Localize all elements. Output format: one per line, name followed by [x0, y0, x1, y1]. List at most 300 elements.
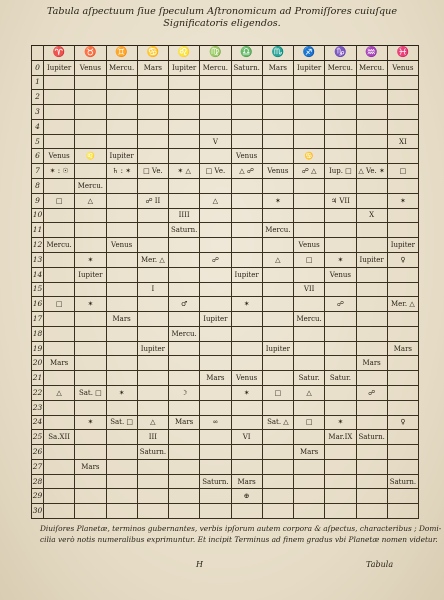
degree-number: 13: [32, 252, 44, 267]
table-cell: [44, 90, 75, 105]
table-cell: [200, 445, 231, 460]
table-cell: [231, 208, 262, 223]
table-cell: △: [294, 385, 325, 400]
table-cell: [325, 400, 356, 415]
table-cell: Mercu.: [325, 60, 356, 75]
table-cell: [200, 223, 231, 238]
table-cell: [262, 445, 293, 460]
degree-row: [32, 179, 419, 194]
zodiac-sign-header: ♋: [137, 46, 168, 61]
table-cell: [325, 282, 356, 297]
table-cell: [200, 75, 231, 90]
zodiac-sign-header: ♌: [169, 46, 200, 61]
table-cell: ♌: [75, 149, 106, 164]
table-cell: [75, 90, 106, 105]
table-cell: Saturn.: [137, 445, 168, 460]
table-cell: [325, 341, 356, 356]
table-cell: [231, 105, 262, 120]
table-cell: [262, 282, 293, 297]
table-cell: [294, 504, 325, 519]
table-cell: [294, 459, 325, 474]
table-cell: Venus: [75, 60, 106, 75]
table-cell: IIII: [169, 208, 200, 223]
table-cell: [294, 90, 325, 105]
table-cell: [325, 119, 356, 134]
table-cell: [356, 238, 387, 253]
table-cell: [75, 341, 106, 356]
degree-number: 15: [32, 282, 44, 297]
table-cell: [325, 238, 356, 253]
table-cell: ♂: [169, 297, 200, 312]
table-cell: △ ☍: [231, 164, 262, 179]
degree-number: 8: [32, 179, 44, 194]
table-cell: [262, 297, 293, 312]
table-cell: [387, 119, 418, 134]
table-cell: [356, 445, 387, 460]
table-cell: Mercu.: [169, 326, 200, 341]
table-cell: [44, 504, 75, 519]
table-cell: [294, 193, 325, 208]
table-cell: [169, 149, 200, 164]
degree-row: [32, 474, 419, 489]
degree-number: 29: [32, 489, 44, 504]
table-cell: [169, 474, 200, 489]
table-cell: [106, 193, 137, 208]
degree-number: 23: [32, 400, 44, 415]
table-cell: [262, 312, 293, 327]
table-cell: Saturn.: [169, 223, 200, 238]
table-cell: [294, 119, 325, 134]
table-cell: [137, 119, 168, 134]
title-line-1: Tabula aſpectuum ſiue ſpeculum Aſtronomicum ad Promiſſores cuiuſque: [46, 6, 398, 17]
table-cell: [137, 267, 168, 282]
table-cell: [356, 149, 387, 164]
table-cell: [231, 504, 262, 519]
table-cell: [75, 164, 106, 179]
table-cell: [231, 282, 262, 297]
table-cell: VI: [231, 430, 262, 445]
table-cell: [387, 356, 418, 371]
table-cell: Mars: [106, 312, 137, 327]
table-cell: [262, 134, 293, 149]
table-cell: [294, 400, 325, 415]
table-cell: Mercu.: [356, 60, 387, 75]
table-cell: [200, 105, 231, 120]
table-cell: X: [356, 208, 387, 223]
table-cell: [231, 445, 262, 460]
table-cell: [106, 282, 137, 297]
degree-row: [32, 371, 419, 386]
footer-note: [40, 523, 442, 545]
table-cell: Venus: [231, 371, 262, 386]
degree-row: [32, 489, 419, 504]
table-cell: [106, 430, 137, 445]
table-cell: [200, 149, 231, 164]
table-cell: [75, 223, 106, 238]
table-cell: ☍ II: [137, 193, 168, 208]
table-cell: □: [294, 252, 325, 267]
table-cell: Iupiter: [387, 238, 418, 253]
table-cell: [106, 252, 137, 267]
table-cell: Saturn.: [387, 474, 418, 489]
table-cell: [44, 312, 75, 327]
degree-row: [32, 297, 419, 312]
table-cell: [231, 193, 262, 208]
degree-number: 2: [32, 90, 44, 105]
table-cell: [231, 238, 262, 253]
table-cell: ✶: [262, 193, 293, 208]
table-cell: [200, 326, 231, 341]
table-cell: [137, 504, 168, 519]
table-cell: [231, 179, 262, 194]
table-cell: [356, 267, 387, 282]
degree-number: 25: [32, 430, 44, 445]
table-cell: △: [44, 385, 75, 400]
degree-number: 18: [32, 326, 44, 341]
table-cell: [44, 267, 75, 282]
table-cell: [169, 459, 200, 474]
table-cell: Satur.: [325, 371, 356, 386]
table-cell: △: [262, 252, 293, 267]
table-cell: □: [387, 164, 418, 179]
degree-row: [32, 356, 419, 371]
table-cell: [137, 223, 168, 238]
table-cell: [44, 341, 75, 356]
table-cell: [325, 223, 356, 238]
table-cell: III: [137, 430, 168, 445]
table-cell: [294, 489, 325, 504]
table-cell: [106, 400, 137, 415]
table-cell: [44, 474, 75, 489]
table-cell: ✶: [75, 297, 106, 312]
table-cell: □: [262, 385, 293, 400]
table-cell: [44, 459, 75, 474]
table-cell: Mercu.: [262, 223, 293, 238]
table-cell: [44, 400, 75, 415]
degree-number: 3: [32, 105, 44, 120]
table-cell: [387, 223, 418, 238]
table-cell: [137, 489, 168, 504]
table-cell: [44, 489, 75, 504]
table-cell: [231, 75, 262, 90]
table-cell: ☍: [325, 297, 356, 312]
zodiac-sign-header: ♐: [294, 46, 325, 61]
table-cell: [325, 90, 356, 105]
table-cell: □: [294, 415, 325, 430]
table-cell: Mars: [137, 60, 168, 75]
table-cell: [325, 459, 356, 474]
table-cell: Iupiter: [169, 60, 200, 75]
table-cell: [106, 504, 137, 519]
table-cell: [137, 474, 168, 489]
table-cell: [294, 267, 325, 282]
table-cell: Mercu.: [44, 238, 75, 253]
table-cell: [294, 430, 325, 445]
table-cell: ☍: [356, 385, 387, 400]
degree-row: [32, 90, 419, 105]
table-cell: [231, 341, 262, 356]
table-cell: [231, 356, 262, 371]
degree-row: [32, 341, 419, 356]
table-cell: Iupiter: [294, 60, 325, 75]
table-cell: Mars: [200, 371, 231, 386]
table-cell: [169, 430, 200, 445]
table-cell: [200, 400, 231, 415]
table-cell: [137, 385, 168, 400]
table-cell: [44, 415, 75, 430]
table-cell: Iupiter: [75, 267, 106, 282]
table-cell: Sat. □: [75, 385, 106, 400]
table-cell: [169, 90, 200, 105]
table-cell: [137, 356, 168, 371]
table-cell: ✶: [325, 415, 356, 430]
title-line-2: Significatoris eligendos.: [163, 18, 281, 29]
table-cell: [325, 356, 356, 371]
table-cell: [325, 504, 356, 519]
table-cell: [75, 105, 106, 120]
table-cell: [262, 119, 293, 134]
table-cell: [262, 474, 293, 489]
table-cell: [325, 312, 356, 327]
table-cell: I: [137, 282, 168, 297]
zodiac-sign-header: ♈: [44, 46, 75, 61]
table-cell: [356, 326, 387, 341]
table-cell: [169, 179, 200, 194]
table-cell: [231, 459, 262, 474]
table-cell: [200, 430, 231, 445]
table-cell: [200, 267, 231, 282]
table-cell: [75, 75, 106, 90]
table-cell: [387, 267, 418, 282]
table-cell: [294, 179, 325, 194]
table-cell: [325, 105, 356, 120]
table-cell: Mer. △: [387, 297, 418, 312]
table-cell: ✶: [231, 385, 262, 400]
table-cell: [169, 282, 200, 297]
catchword: Tabula: [366, 560, 394, 569]
table-cell: [325, 75, 356, 90]
corner-cell: [32, 46, 44, 61]
table-cell: [137, 297, 168, 312]
table-cell: [169, 252, 200, 267]
table-cell: [387, 385, 418, 400]
table-cell: [387, 208, 418, 223]
table-cell: [387, 400, 418, 415]
table-cell: [356, 474, 387, 489]
table-cell: [356, 504, 387, 519]
table-cell: [44, 208, 75, 223]
degree-row: [32, 459, 419, 474]
table-cell: [356, 312, 387, 327]
table-cell: [169, 489, 200, 504]
table-cell: [356, 282, 387, 297]
degree-number: 27: [32, 459, 44, 474]
table-cell: ✶: [387, 193, 418, 208]
zodiac-sign-header: ♒: [356, 46, 387, 61]
table-cell: [231, 252, 262, 267]
table-cell: [325, 474, 356, 489]
table-cell: [200, 356, 231, 371]
table-cell: [262, 75, 293, 90]
table-cell: Satur.: [294, 371, 325, 386]
table-cell: [387, 105, 418, 120]
table-cell: [137, 312, 168, 327]
table-cell: ✶: [75, 252, 106, 267]
table-cell: Mercu.: [75, 179, 106, 194]
degree-number: 10: [32, 208, 44, 223]
degree-number: 28: [32, 474, 44, 489]
table-cell: Mars: [262, 60, 293, 75]
table-cell: [75, 208, 106, 223]
table-cell: [200, 179, 231, 194]
table-cell: Iupiter: [106, 149, 137, 164]
table-cell: [262, 208, 293, 223]
table-cell: [106, 223, 137, 238]
degree-number: 0: [32, 60, 44, 75]
table-cell: □: [44, 297, 75, 312]
table-cell: [106, 75, 137, 90]
table-cell: ♀: [387, 415, 418, 430]
table-cell: [387, 504, 418, 519]
table-cell: [75, 238, 106, 253]
table-title: [40, 6, 404, 30]
aspect-table: [31, 45, 419, 519]
degree-number: 9: [32, 193, 44, 208]
table-cell: [325, 445, 356, 460]
table-cell: [137, 90, 168, 105]
table-cell: [356, 341, 387, 356]
degree-number: 26: [32, 445, 44, 460]
table-cell: [387, 445, 418, 460]
table-cell: [262, 238, 293, 253]
table-cell: [169, 193, 200, 208]
table-cell: [356, 400, 387, 415]
table-cell: ☽: [169, 385, 200, 400]
table-cell: [262, 149, 293, 164]
table-cell: ♄ : ✶: [106, 164, 137, 179]
degree-number: 6: [32, 149, 44, 164]
degree-number: 1: [32, 75, 44, 90]
table-cell: ♃ VII: [325, 193, 356, 208]
table-cell: [75, 356, 106, 371]
table-cell: Sat. △: [262, 415, 293, 430]
table-cell: Mars: [294, 445, 325, 460]
table-cell: [294, 297, 325, 312]
table-cell: [106, 474, 137, 489]
degree-row: [32, 208, 419, 223]
zodiac-sign-header: ♉: [75, 46, 106, 61]
table-cell: [44, 371, 75, 386]
table-cell: [106, 489, 137, 504]
table-cell: [44, 445, 75, 460]
table-cell: [106, 105, 137, 120]
zodiac-sign-header: ♍: [200, 46, 231, 61]
table-cell: [137, 149, 168, 164]
table-cell: [137, 400, 168, 415]
degree-number: 12: [32, 238, 44, 253]
table-cell: Iupiter: [200, 312, 231, 327]
table-cell: [44, 75, 75, 90]
table-cell: [262, 459, 293, 474]
table-cell: [137, 326, 168, 341]
table-cell: [200, 504, 231, 519]
table-cell: [325, 149, 356, 164]
table-cell: [262, 489, 293, 504]
table-cell: [356, 193, 387, 208]
degree-number: 30: [32, 504, 44, 519]
degree-row: [32, 75, 419, 90]
table-cell: [137, 371, 168, 386]
table-cell: [44, 252, 75, 267]
table-cell: [325, 208, 356, 223]
table-cell: △: [75, 193, 106, 208]
table-cell: [137, 208, 168, 223]
table-cell: Mars: [75, 459, 106, 474]
table-cell: [356, 459, 387, 474]
table-cell: [200, 385, 231, 400]
table-cell: [44, 326, 75, 341]
signature-mark: H: [196, 560, 203, 569]
table-cell: [169, 400, 200, 415]
table-cell: [169, 267, 200, 282]
degree-number: 22: [32, 385, 44, 400]
degree-row: [32, 164, 419, 179]
table-cell: [106, 371, 137, 386]
degree-row: [32, 134, 419, 149]
table-cell: △ Ve. ✶: [356, 164, 387, 179]
table-cell: [169, 356, 200, 371]
table-cell: [294, 223, 325, 238]
table-cell: ☍: [200, 252, 231, 267]
table-cell: Iupiter: [137, 341, 168, 356]
table-cell: [231, 415, 262, 430]
table-cell: [106, 208, 137, 223]
table-cell: [325, 179, 356, 194]
table-cell: [106, 356, 137, 371]
degree-row: [32, 400, 419, 415]
table-cell: [106, 179, 137, 194]
table-cell: [262, 267, 293, 282]
degree-row: [32, 149, 419, 164]
table-cell: [356, 415, 387, 430]
degree-row: [32, 267, 419, 282]
table-cell: [325, 326, 356, 341]
table-cell: [75, 504, 106, 519]
table-cell: [294, 134, 325, 149]
table-cell: Venus: [325, 267, 356, 282]
table-cell: Mer. △: [137, 252, 168, 267]
table-cell: Venus: [231, 149, 262, 164]
table-cell: [387, 312, 418, 327]
table-cell: [262, 356, 293, 371]
table-cell: [200, 90, 231, 105]
table-cell: [231, 326, 262, 341]
table-cell: [106, 445, 137, 460]
degree-number: 4: [32, 119, 44, 134]
table-cell: [356, 179, 387, 194]
table-cell: [75, 371, 106, 386]
degree-number: 16: [32, 297, 44, 312]
degree-row: [32, 385, 419, 400]
table-cell: [325, 489, 356, 504]
table-cell: [137, 179, 168, 194]
table-cell: [356, 105, 387, 120]
degree-row: [32, 430, 419, 445]
table-cell: [137, 238, 168, 253]
table-cell: Mars: [231, 474, 262, 489]
degree-number: 11: [32, 223, 44, 238]
degree-number: 14: [32, 267, 44, 282]
